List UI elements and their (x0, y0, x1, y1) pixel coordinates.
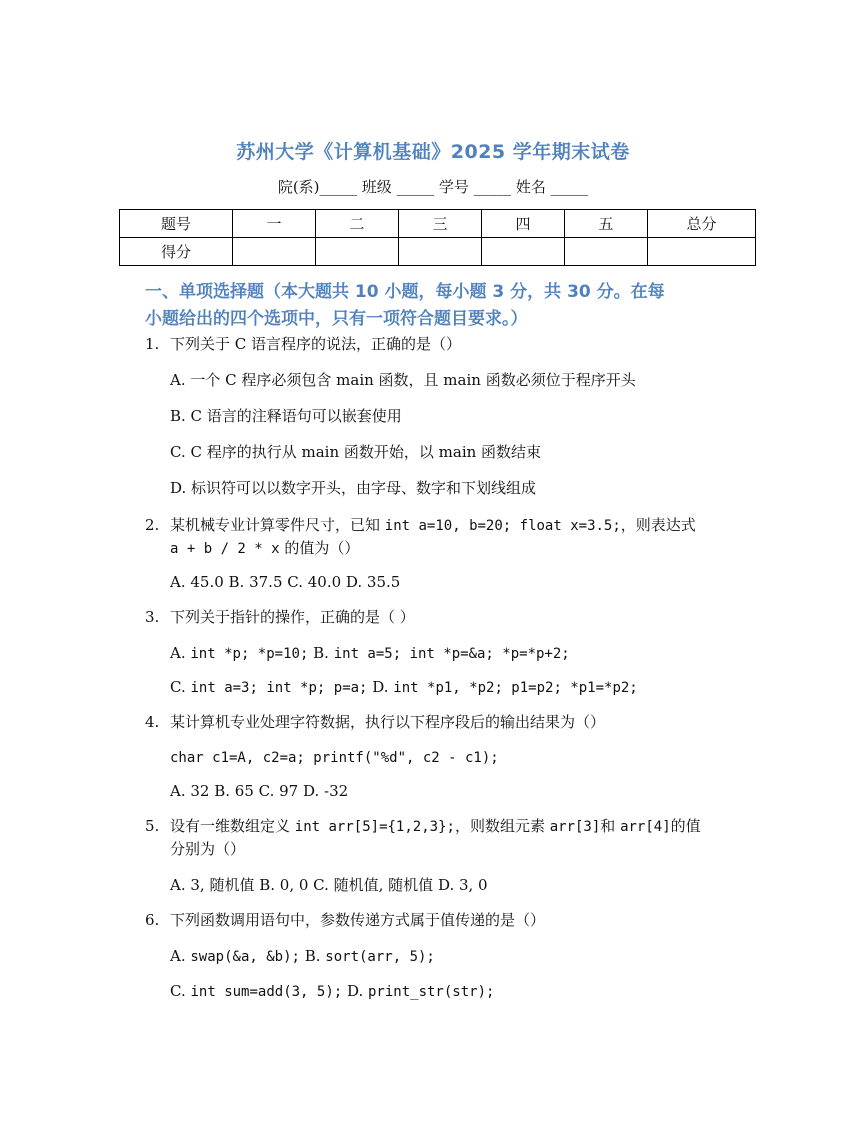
question-number: 6. (145, 911, 160, 929)
score-table-score-row (120, 238, 756, 266)
question-number: 1. (145, 335, 160, 353)
question-number: 2. (145, 516, 160, 534)
question-number: 5. (145, 817, 160, 835)
student-info-line: 院(系)_____ 班级 _____ 学号 _____ 姓名 _____ (277, 178, 589, 196)
section-heading-line2: 小题给出的四个选项中，只有一项符合题目要求。） (145, 309, 528, 329)
question-number: 3. (145, 608, 160, 626)
score-table (119, 209, 756, 266)
code-snippet: a + b / 2 * x (170, 541, 280, 557)
score-cell: 三 (399, 210, 482, 238)
option: A. 一个 C 程序必须包含 main 函数，且 main 函数必须位于程序开头 (170, 371, 636, 389)
options-line: C. int a=3; int *p; p=a; D. int *p1, *p2; p1=p2; *p1=*p2; (170, 678, 638, 696)
options-line: A. 32 B. 65 C. 97 D. -32 (170, 782, 349, 800)
code-snippet: int a=5; int *p=&a; *p=*p+2; (333, 646, 570, 662)
code-snippet: int a=3; int *p; p=a; (190, 680, 368, 696)
question-text: 下列函数调用语句中，参数传递方式属于值传递的是（） (170, 911, 546, 929)
option: C. C 程序的执行从 main 函数开始，以 main 函数结束 (170, 443, 542, 461)
score-cell: 二 (316, 210, 399, 238)
options-line: A. swap(&a, &b); B. sort(arr, 5); (170, 947, 435, 965)
question-text: 设有一维数组定义 int arr[5]={1,2,3};，则数组元素 arr[3]和 arr[4]的值 分别为（） (170, 817, 701, 858)
score-cell (482, 238, 565, 266)
score-cell: 总分 (648, 210, 756, 238)
question-2 (145, 514, 755, 560)
code-snippet: int a=10, b=20; float x=3.5; (384, 518, 621, 534)
page-title: 苏州大学《计算机基础》2025 学年期末试卷 (236, 141, 630, 163)
question-4 (145, 711, 755, 733)
score-cell: 得分 (120, 238, 233, 266)
option: D. 标识符可以以数字开头，由字母、数字和下划线组成 (170, 479, 537, 497)
score-cell: 题号 (120, 210, 233, 238)
question-text: 下列关于指针的操作，正确的是（ ） (170, 608, 415, 626)
options-line: C. int sum=add(3, 5); D. print_str(str); (170, 982, 495, 1000)
score-cell (399, 238, 482, 266)
score-table-header-row (120, 210, 756, 238)
question-text: 下列关于 C 语言程序的说法，正确的是（） (170, 335, 462, 353)
code-snippet: arr[3] (549, 819, 601, 835)
option: B. C 语言的注释语句可以嵌套使用 (170, 407, 402, 425)
code-snippet: int *p1, *p2; p1=p2; *p1=*p2; (393, 680, 638, 696)
question-3 (145, 606, 755, 628)
code-snippet: sort(arr, 5); (325, 949, 435, 965)
question-text: 某计算机专业处理字符数据，执行以下程序段后的输出结果为（） (170, 713, 606, 731)
question-1 (145, 333, 755, 355)
section-heading-line1: 一、单项选择题（本大题共 10 小题，每小题 3 分，共 30 分。在每 (145, 282, 665, 302)
question-5 (145, 815, 755, 860)
code-snippet: print_str(str); (368, 984, 495, 1000)
score-cell (233, 238, 316, 266)
code-snippet: int sum=add(3, 5); (190, 984, 343, 1000)
options-line: A. 3, 随机值 B. 0, 0 C. 随机值, 随机值 D. 3, 0 (170, 876, 488, 894)
options-line: A. 45.0 B. 37.5 C. 40.0 D. 35.5 (170, 573, 401, 591)
score-cell: 五 (565, 210, 648, 238)
section-heading (145, 279, 745, 333)
question-number: 4. (145, 713, 160, 731)
question-6 (145, 909, 755, 931)
score-cell: 一 (233, 210, 316, 238)
options-line: A. int *p; *p=10; B. int a=5; int *p=&a; *p=*p+2; (170, 644, 570, 662)
score-cell: 四 (482, 210, 565, 238)
question-text: 某机械专业计算零件尺寸，已知 int a=10, b=20; float x=3.5;，则表达式 a + b / 2 * x 的值为（） (170, 516, 696, 557)
code-snippet: int *p; *p=10; (190, 646, 309, 662)
score-cell (565, 238, 648, 266)
score-cell (316, 238, 399, 266)
score-cell (648, 238, 756, 266)
code-snippet: swap(&a, &b); (190, 949, 300, 965)
code-snippet: int arr[5]={1,2,3}; (294, 819, 455, 835)
code-line: char c1=A, c2=a; printf("%d", c2 - c1); (170, 750, 499, 766)
code-snippet: arr[4] (620, 819, 671, 835)
